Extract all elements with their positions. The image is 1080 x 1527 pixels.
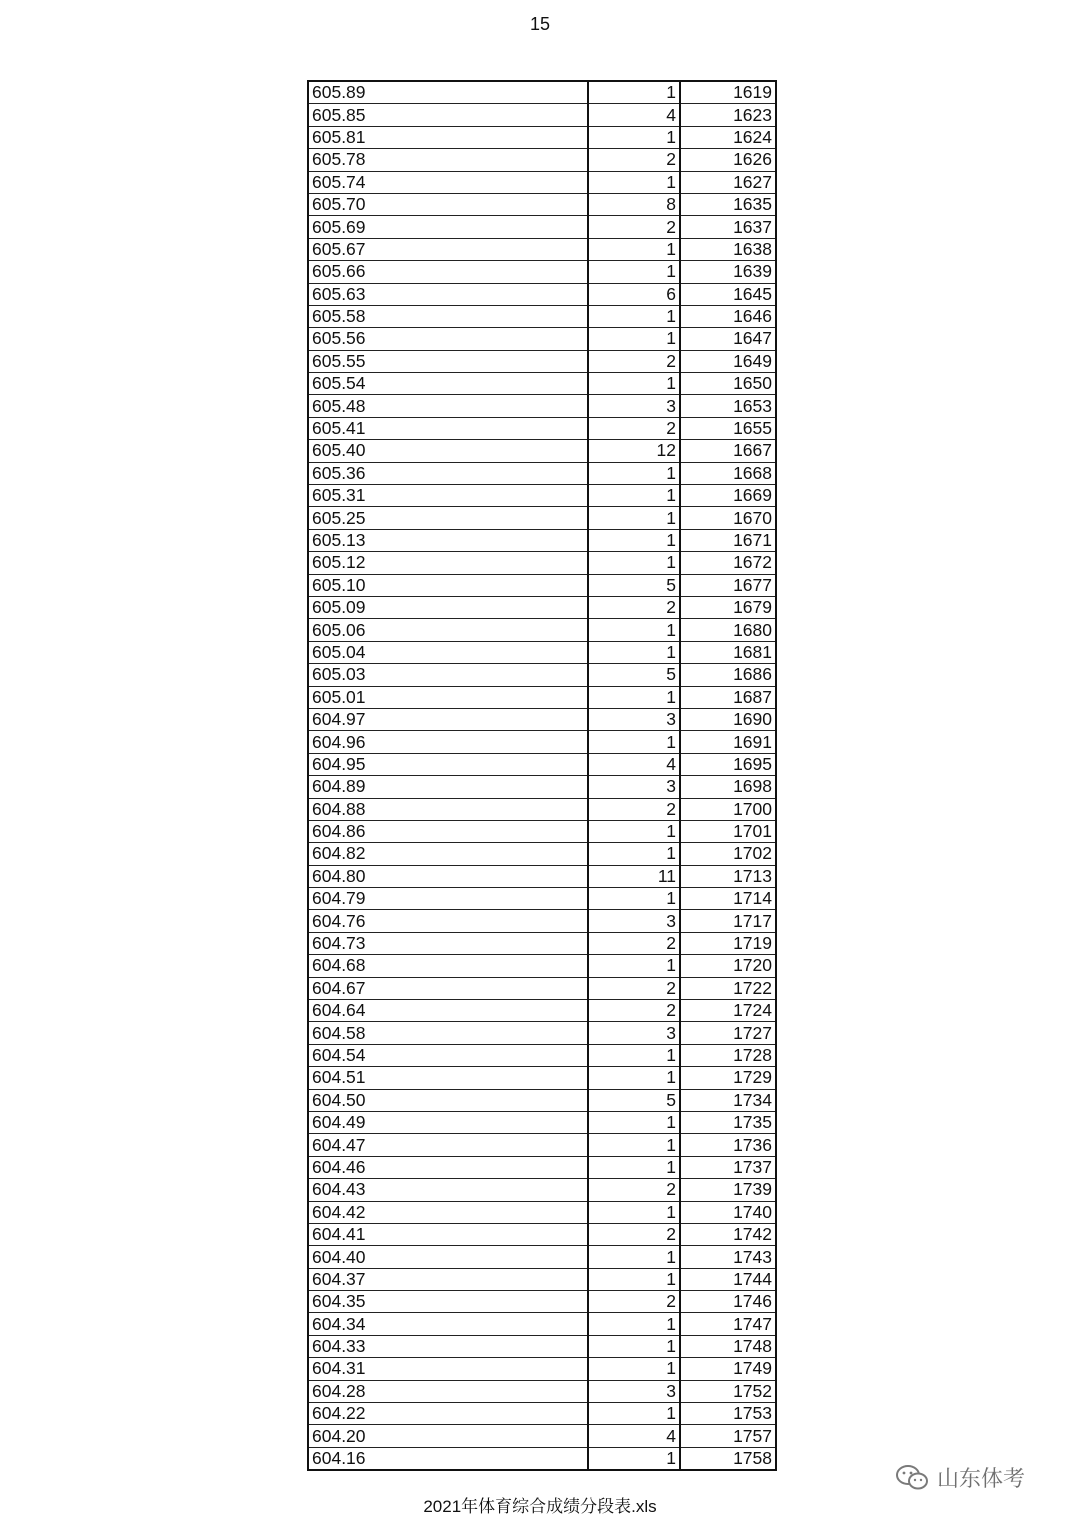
cumulative-cell: 1695	[680, 753, 776, 775]
count-cell: 1	[588, 1358, 680, 1380]
table-row	[308, 1335, 776, 1357]
score-cell: 605.13	[308, 529, 588, 551]
table-row	[308, 1447, 776, 1470]
count-cell: 2	[588, 1179, 680, 1201]
count-cell: 4	[588, 753, 680, 775]
score-cell: 604.42	[308, 1201, 588, 1223]
cumulative-cell: 1627	[680, 171, 776, 193]
count-cell: 1	[588, 81, 680, 104]
score-cell: 604.50	[308, 1089, 588, 1111]
score-cell: 604.22	[308, 1403, 588, 1425]
cumulative-cell: 1735	[680, 1111, 776, 1133]
table-row	[308, 798, 776, 820]
score-cell: 605.54	[308, 373, 588, 395]
count-cell: 1	[588, 1447, 680, 1470]
score-cell: 605.09	[308, 596, 588, 618]
score-cell: 604.33	[308, 1335, 588, 1357]
table-row	[308, 977, 776, 999]
score-cell: 605.58	[308, 305, 588, 327]
count-cell: 1	[588, 888, 680, 910]
cumulative-cell: 1619	[680, 81, 776, 104]
cumulative-cell: 1742	[680, 1223, 776, 1245]
score-cell: 605.40	[308, 440, 588, 462]
count-cell: 1	[588, 1111, 680, 1133]
count-cell: 1	[588, 1156, 680, 1178]
cumulative-cell: 1677	[680, 574, 776, 596]
table-row	[308, 596, 776, 618]
score-cell: 605.55	[308, 350, 588, 372]
score-cell: 604.64	[308, 1000, 588, 1022]
table-row	[308, 955, 776, 977]
table-row	[308, 1111, 776, 1133]
table-row	[308, 843, 776, 865]
table-row	[308, 126, 776, 148]
score-cell: 604.80	[308, 865, 588, 887]
count-cell: 3	[588, 1022, 680, 1044]
table-row	[308, 1089, 776, 1111]
score-cell: 604.49	[308, 1111, 588, 1133]
cumulative-cell: 1740	[680, 1201, 776, 1223]
score-cell: 604.86	[308, 820, 588, 842]
count-cell: 4	[588, 1425, 680, 1447]
cumulative-cell: 1668	[680, 462, 776, 484]
score-cell: 604.16	[308, 1447, 588, 1470]
count-cell: 2	[588, 417, 680, 439]
cumulative-cell: 1722	[680, 977, 776, 999]
table-row	[308, 395, 776, 417]
count-cell: 1	[588, 462, 680, 484]
count-cell: 1	[588, 1067, 680, 1089]
count-cell: 2	[588, 350, 680, 372]
cumulative-cell: 1736	[680, 1134, 776, 1156]
cumulative-cell: 1698	[680, 776, 776, 798]
count-cell: 1	[588, 1044, 680, 1066]
count-cell: 1	[588, 238, 680, 260]
cumulative-cell: 1667	[680, 440, 776, 462]
count-cell: 1	[588, 305, 680, 327]
cumulative-cell: 1649	[680, 350, 776, 372]
score-cell: 605.67	[308, 238, 588, 260]
score-cell: 604.20	[308, 1425, 588, 1447]
score-cell: 604.51	[308, 1067, 588, 1089]
cumulative-cell: 1739	[680, 1179, 776, 1201]
cumulative-cell: 1637	[680, 216, 776, 238]
cumulative-cell: 1669	[680, 485, 776, 507]
table-row	[308, 865, 776, 887]
cumulative-cell: 1624	[680, 126, 776, 148]
table-row	[308, 888, 776, 910]
cumulative-cell: 1713	[680, 865, 776, 887]
table-row	[308, 776, 776, 798]
cumulative-cell: 1686	[680, 664, 776, 686]
count-cell: 1	[588, 641, 680, 663]
score-cell: 604.31	[308, 1358, 588, 1380]
table-row	[308, 552, 776, 574]
count-cell: 2	[588, 798, 680, 820]
cumulative-cell: 1647	[680, 328, 776, 350]
cumulative-cell: 1623	[680, 104, 776, 126]
count-cell: 2	[588, 1291, 680, 1313]
count-cell: 1	[588, 485, 680, 507]
cumulative-cell: 1724	[680, 1000, 776, 1022]
count-cell: 1	[588, 955, 680, 977]
count-cell: 3	[588, 1380, 680, 1402]
cumulative-cell: 1752	[680, 1380, 776, 1402]
count-cell: 1	[588, 126, 680, 148]
score-cell: 604.95	[308, 753, 588, 775]
count-cell: 12	[588, 440, 680, 462]
score-cell: 605.78	[308, 149, 588, 171]
count-cell: 1	[588, 373, 680, 395]
count-cell: 1	[588, 1268, 680, 1290]
score-cell: 605.48	[308, 395, 588, 417]
table-row	[308, 1380, 776, 1402]
table-row	[308, 350, 776, 372]
table-row	[308, 820, 776, 842]
count-cell: 5	[588, 664, 680, 686]
count-cell: 1	[588, 820, 680, 842]
table-row	[308, 485, 776, 507]
table-row	[308, 1358, 776, 1380]
count-cell: 6	[588, 283, 680, 305]
score-cell: 604.47	[308, 1134, 588, 1156]
table-row	[308, 305, 776, 327]
table-row	[308, 283, 776, 305]
count-cell: 5	[588, 574, 680, 596]
cumulative-cell: 1701	[680, 820, 776, 842]
count-cell: 1	[588, 529, 680, 551]
count-cell: 1	[588, 843, 680, 865]
score-cell: 605.66	[308, 261, 588, 283]
cumulative-cell: 1672	[680, 552, 776, 574]
cumulative-cell: 1639	[680, 261, 776, 283]
table-row	[308, 1268, 776, 1290]
cumulative-cell: 1645	[680, 283, 776, 305]
cumulative-cell: 1749	[680, 1358, 776, 1380]
score-cell: 604.76	[308, 910, 588, 932]
score-cell: 605.25	[308, 507, 588, 529]
cumulative-cell: 1714	[680, 888, 776, 910]
footer-filename: 2021年体育综合成绩分段表.xls	[423, 1497, 657, 1516]
score-cell: 605.12	[308, 552, 588, 574]
score-cell: 604.97	[308, 708, 588, 730]
score-cell: 604.40	[308, 1246, 588, 1268]
score-cell: 604.58	[308, 1022, 588, 1044]
table-row	[308, 910, 776, 932]
cumulative-cell: 1680	[680, 619, 776, 641]
cumulative-cell: 1670	[680, 507, 776, 529]
cumulative-cell: 1681	[680, 641, 776, 663]
watermark	[895, 1462, 1025, 1493]
table-row	[308, 1067, 776, 1089]
score-cell: 605.03	[308, 664, 588, 686]
score-cell: 604.41	[308, 1223, 588, 1245]
cumulative-cell: 1719	[680, 932, 776, 954]
count-cell: 2	[588, 1223, 680, 1245]
count-cell: 1	[588, 171, 680, 193]
table-row	[308, 1134, 776, 1156]
count-cell: 2	[588, 596, 680, 618]
cumulative-cell: 1638	[680, 238, 776, 260]
cumulative-cell: 1734	[680, 1089, 776, 1111]
table-row	[308, 373, 776, 395]
table-row	[308, 731, 776, 753]
score-cell: 605.04	[308, 641, 588, 663]
cumulative-cell: 1650	[680, 373, 776, 395]
cumulative-cell: 1646	[680, 305, 776, 327]
cumulative-cell: 1635	[680, 193, 776, 215]
count-cell: 1	[588, 686, 680, 708]
score-cell: 605.41	[308, 417, 588, 439]
count-cell: 1	[588, 261, 680, 283]
table-row	[308, 753, 776, 775]
count-cell: 2	[588, 977, 680, 999]
cumulative-cell: 1744	[680, 1268, 776, 1290]
score-cell: 605.74	[308, 171, 588, 193]
score-cell: 604.89	[308, 776, 588, 798]
cumulative-cell: 1757	[680, 1425, 776, 1447]
table-row	[308, 529, 776, 551]
count-cell: 1	[588, 731, 680, 753]
table-row	[308, 1000, 776, 1022]
table-row	[308, 81, 776, 104]
table-row	[308, 171, 776, 193]
score-cell: 604.37	[308, 1268, 588, 1290]
count-cell: 2	[588, 932, 680, 954]
table-row	[308, 1044, 776, 1066]
table-row	[308, 462, 776, 484]
score-cell: 605.63	[308, 283, 588, 305]
table-row	[308, 417, 776, 439]
table-row	[308, 440, 776, 462]
cumulative-cell: 1679	[680, 596, 776, 618]
score-table-body	[308, 81, 776, 1470]
cumulative-cell: 1691	[680, 731, 776, 753]
table-row	[308, 708, 776, 730]
score-cell: 605.01	[308, 686, 588, 708]
table-row	[308, 1291, 776, 1313]
score-table	[307, 80, 777, 1471]
table-row	[308, 619, 776, 641]
table-row	[308, 1246, 776, 1268]
cumulative-cell: 1737	[680, 1156, 776, 1178]
cumulative-cell: 1748	[680, 1335, 776, 1357]
table-row	[308, 216, 776, 238]
cumulative-cell: 1720	[680, 955, 776, 977]
table-row	[308, 193, 776, 215]
watermark-text: 山东体考	[937, 1467, 1026, 1492]
table-row	[308, 641, 776, 663]
score-cell: 604.88	[308, 798, 588, 820]
count-cell: 2	[588, 1000, 680, 1022]
wechat-icon	[895, 1464, 929, 1492]
cumulative-cell: 1753	[680, 1403, 776, 1425]
count-cell: 1	[588, 507, 680, 529]
count-cell: 1	[588, 1201, 680, 1223]
count-cell: 3	[588, 910, 680, 932]
table-row	[308, 1313, 776, 1335]
cumulative-cell: 1729	[680, 1067, 776, 1089]
count-cell: 4	[588, 104, 680, 126]
table-row	[308, 574, 776, 596]
score-cell: 605.69	[308, 216, 588, 238]
score-cell: 604.28	[308, 1380, 588, 1402]
table-row	[308, 1156, 776, 1178]
score-cell: 604.43	[308, 1179, 588, 1201]
score-cell: 605.56	[308, 328, 588, 350]
count-cell: 3	[588, 708, 680, 730]
count-cell: 1	[588, 1313, 680, 1335]
count-cell: 1	[588, 1403, 680, 1425]
cumulative-cell: 1700	[680, 798, 776, 820]
score-cell: 604.68	[308, 955, 588, 977]
cumulative-cell: 1690	[680, 708, 776, 730]
table-row	[308, 1022, 776, 1044]
table-row	[308, 1179, 776, 1201]
table-row	[308, 238, 776, 260]
cumulative-cell: 1655	[680, 417, 776, 439]
count-cell: 8	[588, 193, 680, 215]
cumulative-cell: 1653	[680, 395, 776, 417]
table-row	[308, 1201, 776, 1223]
cumulative-cell: 1746	[680, 1291, 776, 1313]
cumulative-cell: 1717	[680, 910, 776, 932]
count-cell: 3	[588, 395, 680, 417]
cumulative-cell: 1758	[680, 1447, 776, 1470]
page-number: 15	[529, 14, 551, 34]
score-cell: 604.82	[308, 843, 588, 865]
count-cell: 1	[588, 1335, 680, 1357]
cumulative-cell: 1702	[680, 843, 776, 865]
score-cell: 604.35	[308, 1291, 588, 1313]
count-cell: 1	[588, 552, 680, 574]
count-cell: 1	[588, 1246, 680, 1268]
cumulative-cell: 1747	[680, 1313, 776, 1335]
score-cell: 605.85	[308, 104, 588, 126]
score-cell: 604.54	[308, 1044, 588, 1066]
table-row	[308, 328, 776, 350]
score-cell: 605.06	[308, 619, 588, 641]
count-cell: 11	[588, 865, 680, 887]
score-cell: 604.34	[308, 1313, 588, 1335]
table-row	[308, 1223, 776, 1245]
table-row	[308, 261, 776, 283]
table-row	[308, 507, 776, 529]
score-cell: 605.36	[308, 462, 588, 484]
score-cell: 605.81	[308, 126, 588, 148]
cumulative-cell: 1671	[680, 529, 776, 551]
score-cell: 604.73	[308, 932, 588, 954]
cumulative-cell: 1728	[680, 1044, 776, 1066]
score-cell: 605.31	[308, 485, 588, 507]
count-cell: 1	[588, 328, 680, 350]
score-cell: 605.70	[308, 193, 588, 215]
count-cell: 2	[588, 216, 680, 238]
count-cell: 5	[588, 1089, 680, 1111]
score-cell: 604.46	[308, 1156, 588, 1178]
table-row	[308, 932, 776, 954]
table-row	[308, 1425, 776, 1447]
table-row	[308, 664, 776, 686]
score-cell: 605.10	[308, 574, 588, 596]
score-cell: 604.79	[308, 888, 588, 910]
cumulative-cell: 1687	[680, 686, 776, 708]
table-row	[308, 149, 776, 171]
table-row	[308, 686, 776, 708]
count-cell: 1	[588, 619, 680, 641]
count-cell: 1	[588, 1134, 680, 1156]
score-cell: 605.89	[308, 81, 588, 104]
table-row	[308, 104, 776, 126]
cumulative-cell: 1727	[680, 1022, 776, 1044]
cumulative-cell: 1626	[680, 149, 776, 171]
score-cell: 604.67	[308, 977, 588, 999]
count-cell: 2	[588, 149, 680, 171]
count-cell: 3	[588, 776, 680, 798]
table-row	[308, 1403, 776, 1425]
cumulative-cell: 1743	[680, 1246, 776, 1268]
score-cell: 604.96	[308, 731, 588, 753]
